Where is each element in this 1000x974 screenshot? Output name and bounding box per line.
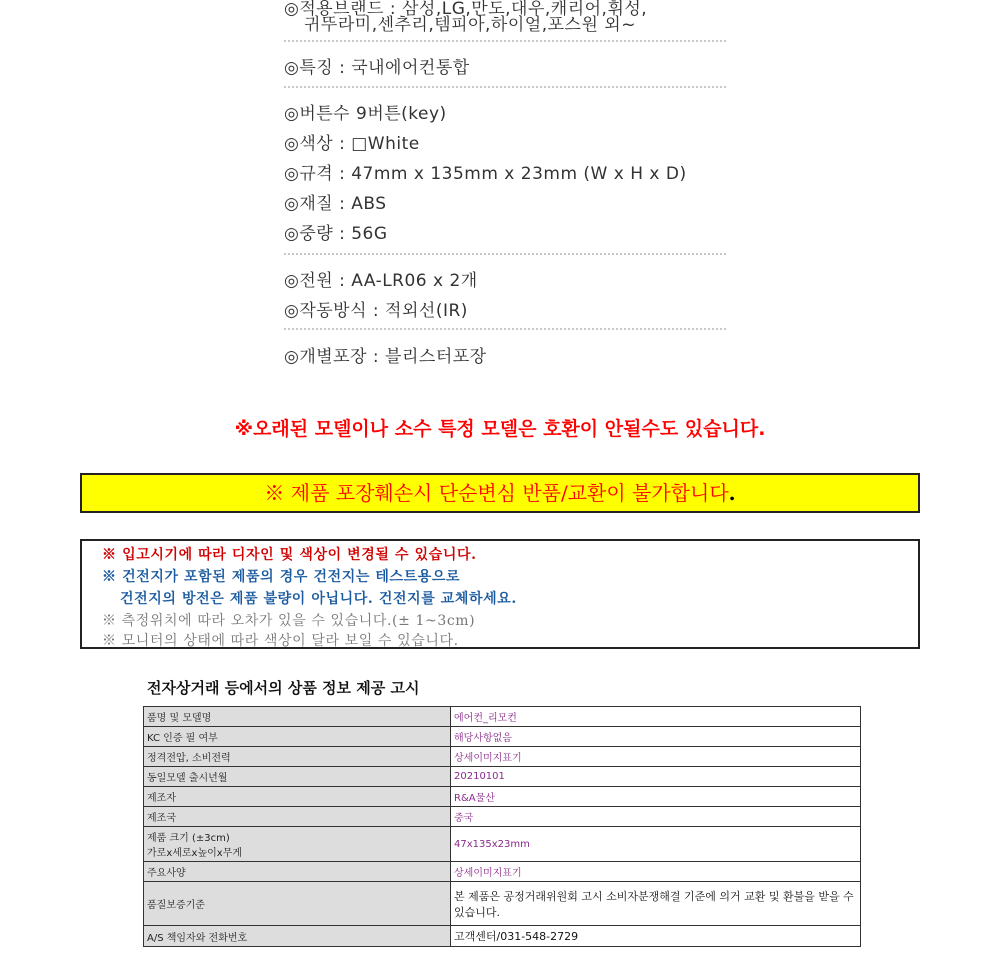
divider [284,253,726,255]
info-value: 상세이미지표기 [451,747,861,767]
notice-design-change: ※ 입고시기에 따라 디자인 및 색상이 변경될 수 있습니다. [102,547,477,563]
spec-operation: ◎작동방식 : 적외선(IR) [284,301,468,321]
divider [284,328,726,330]
info-value: R&A물산 [451,787,861,807]
spec-color: ◎색상 : □White [284,134,420,154]
spec-brand-line1: ◎적용브랜드 : 삼성,LG,만도,대우,캐리어,휘성, [284,0,648,19]
info-value: 상세이미지표기 [451,862,861,882]
divider [284,86,726,88]
divider [284,40,726,42]
table-row [144,827,861,862]
info-key: 동일모델 출시년월 [144,767,451,787]
info-key: 주요사양 [144,862,451,882]
info-value: 중국 [451,807,861,827]
info-title: 전자상거래 등에서의 상품 정보 제공 고시 [147,679,420,697]
spec-weight: ◎중량 : 56G [284,224,388,244]
info-value: 47x135x23mm [451,827,861,862]
table-row [144,807,861,827]
info-value: 고객센터/031-548-2729 [451,926,861,947]
info-key: 정격전압, 소비전력 [144,747,451,767]
info-key: 제조자 [144,787,451,807]
info-key: KC 인증 필 여부 [144,727,451,747]
spec-size: ◎규격 : 47mm x 135mm x 23mm (W x H x D) [284,164,687,184]
notice-measurement: ※ 측정위치에 따라 오차가 있을 수 있습니다.(± 1~3cm) [102,613,476,629]
info-value: 해당사항없음 [451,727,861,747]
table-row [144,862,861,882]
table-row [144,882,861,926]
info-key: 품명 및 모델명 [144,707,451,727]
info-value: 20210101 [451,767,861,787]
table-row [144,767,861,787]
notice-battery-test: ※ 건전지가 포함된 제품의 경우 건전지는 테스트용으로 [102,569,461,585]
info-key: 제조국 [144,807,451,827]
spec-brand-line2: 귀뚜라미,센추리,템피아,하이얼,포스원 외~ [304,15,636,35]
return-policy-banner [80,473,920,513]
notice-battery-replace: 건전지의 방전은 제품 불량이 아닙니다. 건전지를 교체하세요. [120,591,517,607]
spec-material: ◎재질 : ABS [284,194,387,214]
table-row [144,747,861,767]
notice-monitor-color: ※ 모니터의 상태에 따라 색상이 달라 보일 수 있습니다. [102,633,459,649]
info-value: 본 제품은 공정거래위원회 고시 소비자분쟁해결 기준에 의거 교환 및 환불을 받을 수 있습니다. [451,882,861,926]
info-key [144,827,451,862]
table-row [144,727,861,747]
spec-packaging: ◎개별포장 : 블리스터포장 [284,347,487,367]
compatibility-warning: ※오래된 모델이나 소수 특정 모델은 호환이 안될수도 있습니다. [234,418,766,440]
info-key-line2: 가로x세로x높이x무게 [147,848,243,859]
spec-feature: ◎특징 : 국내에어컨통합 [284,58,470,78]
table-row [144,707,861,727]
info-key: 품질보증기준 [144,882,451,926]
info-key-line1: 제품 크기 (±3cm) [147,833,230,844]
info-key: A/S 책임자와 전화번호 [144,926,451,947]
return-policy-text: ※ 제품 포장훼손시 단순변심 반품/교환이 불가합니다 [264,481,729,505]
info-value: 에어컨_리모컨 [451,707,861,727]
notice-box [80,539,920,649]
table-row [144,787,861,807]
product-info-table [143,706,861,947]
return-policy-period: . [728,481,736,505]
table-row [144,926,861,947]
spec-buttons: ◎버튼수 9버튼(key) [284,104,447,124]
spec-power: ◎전원 : AA-LR06 x 2개 [284,271,478,291]
